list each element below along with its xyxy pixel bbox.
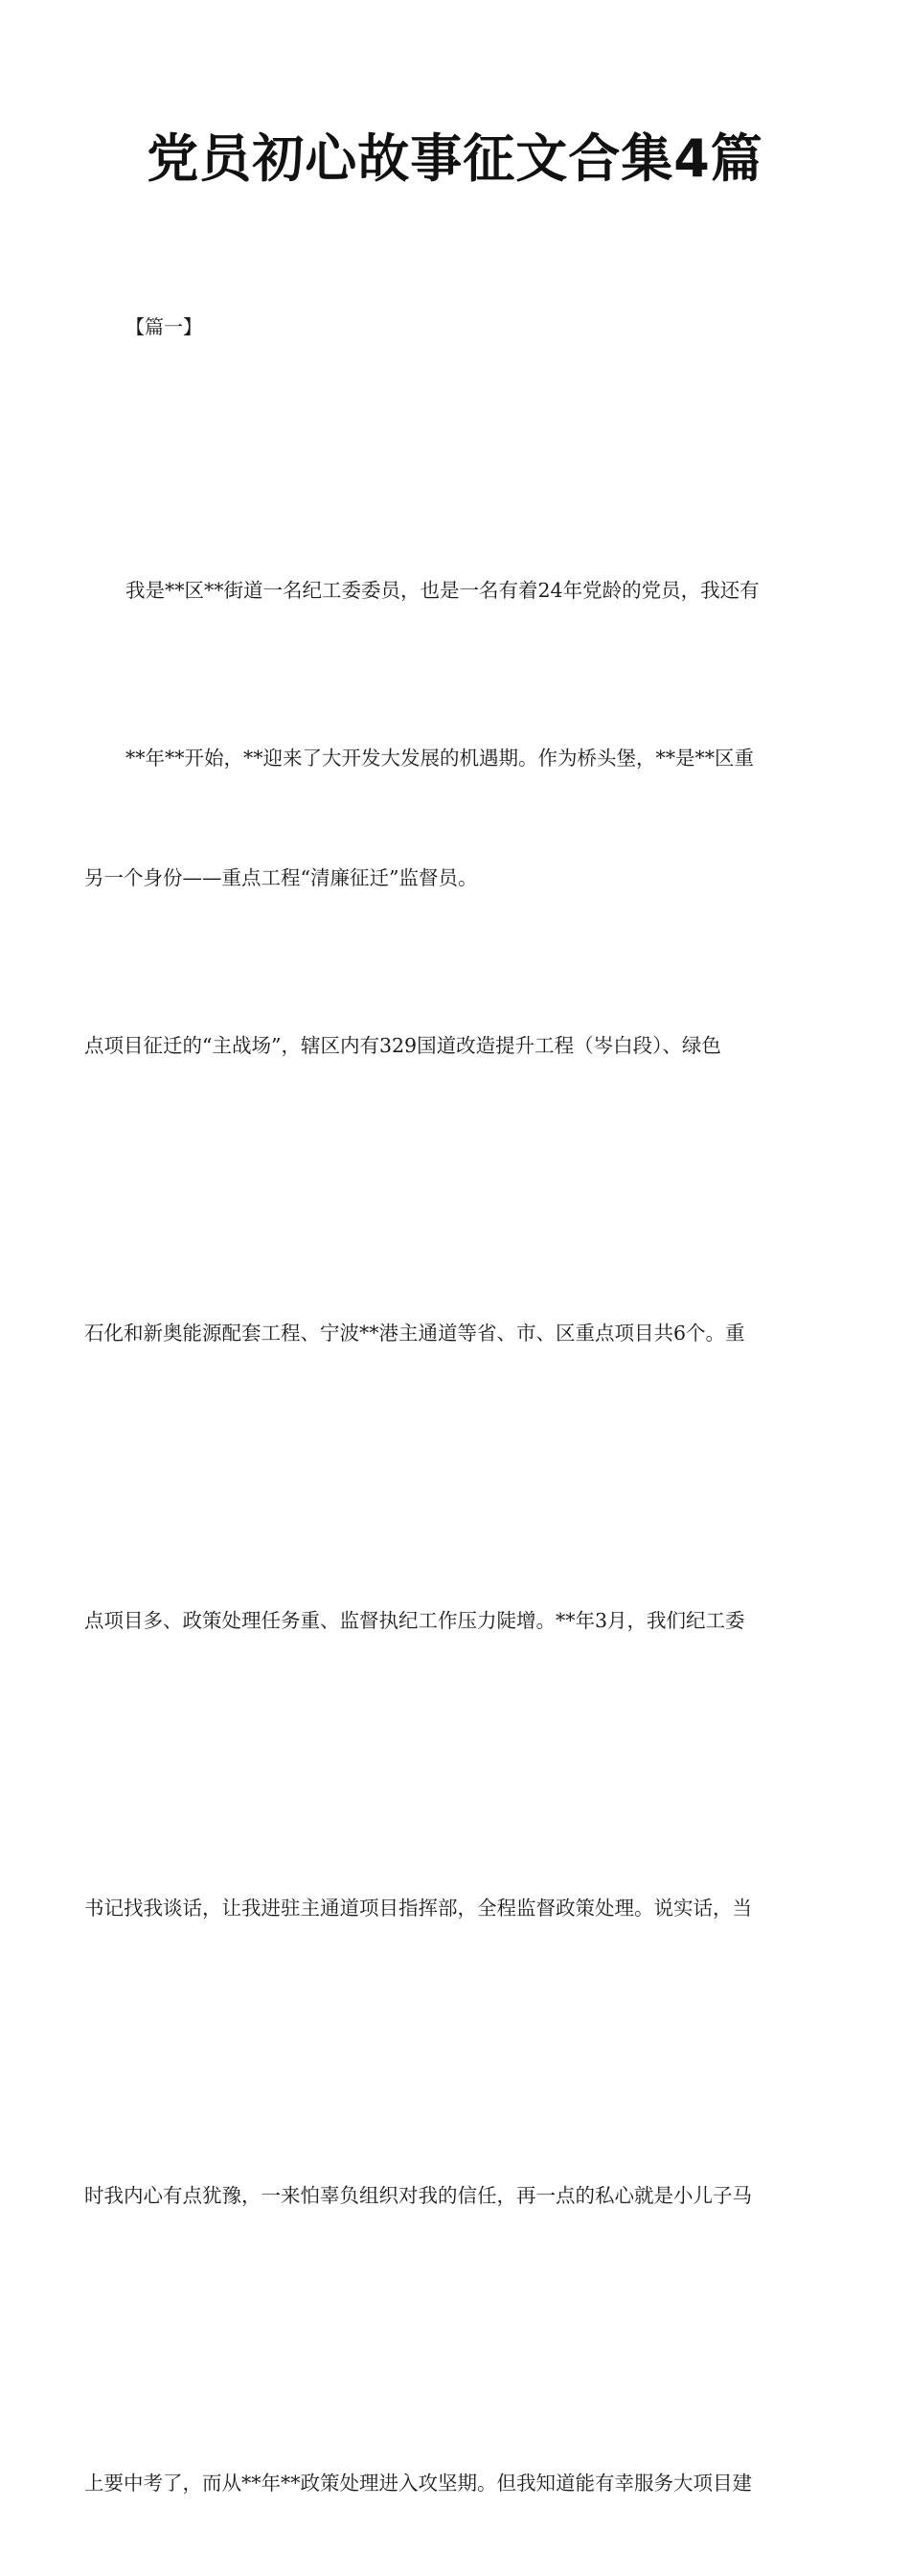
paragraph-line: 我是**区**街道一名纪工委委员，也是一名有着24年党龄的党员，我还有 — [125, 579, 760, 602]
paragraph-2 — [84, 518, 822, 2576]
paragraph-line: 另一个身份——重点工程“清廉征迁”监督员。 — [84, 866, 478, 889]
paragraph-line: 点项目多、政策处理任务重、监督执纪工作压力陡增。**年3月，我们纪工委 — [84, 1609, 745, 1632]
paragraph-line: 点项目征迁的“主战场”，辖区内有329国道改造提升工程（岑白段）、绿色 — [84, 1034, 721, 1057]
paragraph-line: **年**开始，**迎来了大开发大发展的机遇期。作为桥头堡，**是**区重 — [125, 747, 754, 770]
paragraph-line: 书记找我谈话，让我进驻主通道项目指挥部，全程监督政策处理。说实话，当 — [84, 1897, 752, 1920]
paragraph-line: 石化和新奥能源配套工程、宁波**港主通道等省、市、区重点项目共6个。重 — [84, 1322, 745, 1345]
section-heading: 【篇一】 — [125, 315, 202, 338]
paragraph-line: 时我内心有点犹豫，一来怕辜负组织对我的信任，再一点的私心就是小儿子马 — [84, 2184, 752, 2207]
paragraph-line: 上要中考了，而从**年**政策处理进入攻坚期。但我知道能有幸服务大项目建 — [84, 2472, 752, 2495]
document-title: 党员初心故事征文合集4篇 — [147, 128, 763, 189]
